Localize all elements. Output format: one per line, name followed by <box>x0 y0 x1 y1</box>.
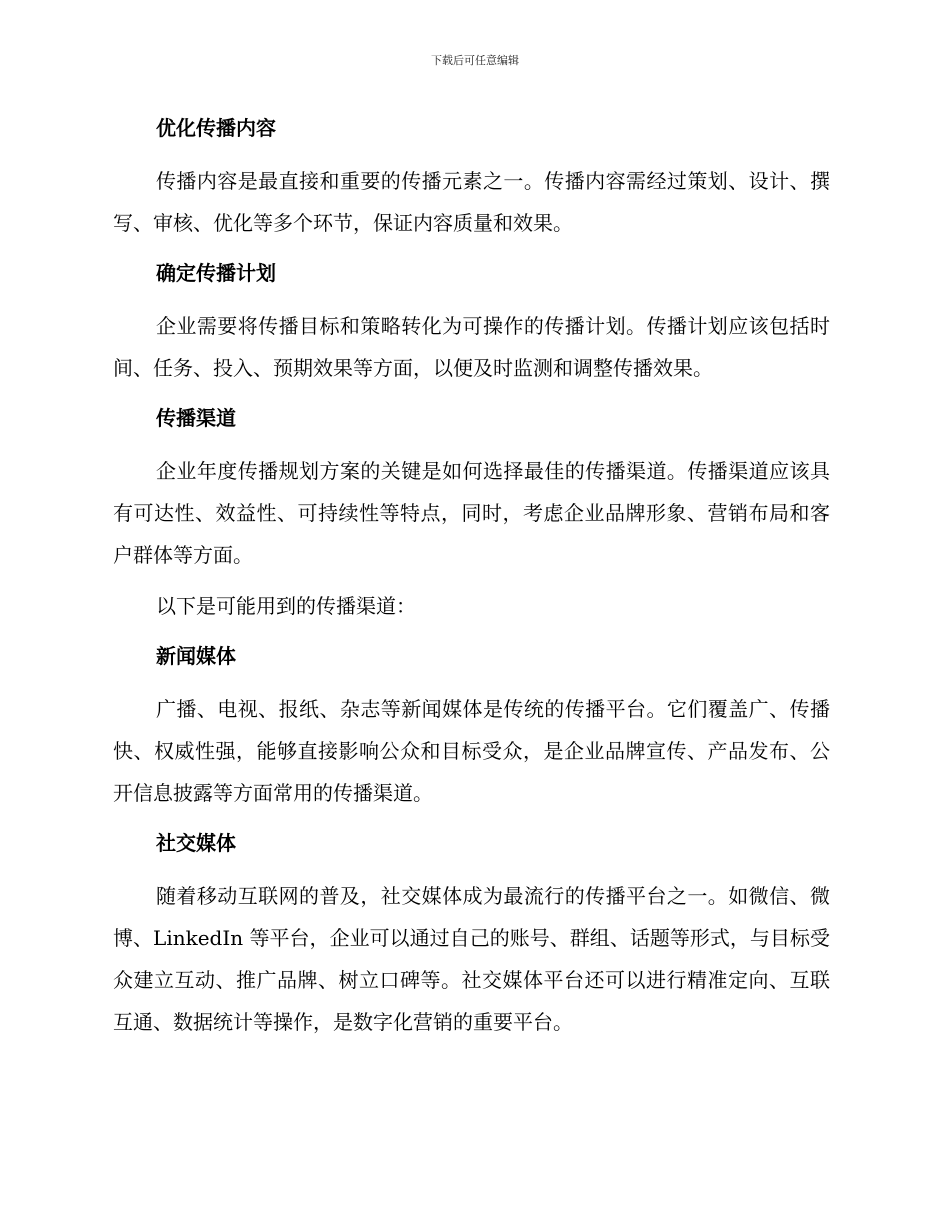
document-body <box>113 108 830 1043</box>
paragraph-channels: 企业年度传播规划方案的关键是如何选择最佳的传播渠道。传播渠道应该具有可达性、效益性、可持续性等特点，同时，考虑企业品牌形象、营销布局和客户群体等方面。 <box>113 459 830 567</box>
paragraph-channels-intro: 以下是可能用到的传播渠道： <box>156 594 416 618</box>
section-heading-communication-plan: 确定传播计划 <box>156 261 276 285</box>
paragraph-news-media: 广播、电视、报纸、杂志等新闻媒体是传统的传播平台。它们覆盖广、传播快、权威性强，能够直接影响公众和目标受众，是企业品牌宣传、产品发布、公开信息披露等方面常用的传播渠道。 <box>113 697 830 805</box>
paragraph-communication-plan: 企业需要将传播目标和策略转化为可操作的传播计划。传播计划应该包括时间、任务、投入、预期效果等方面，以便及时监测和调整传播效果。 <box>113 314 830 380</box>
section-heading-social-media: 社交媒体 <box>156 831 236 855</box>
section-heading-news-media: 新闻媒体 <box>156 644 236 668</box>
paragraph-optimize-content: 传播内容是最直接和重要的传播元素之一。传播内容需经过策划、设计、撰写、审核、优化等多个环节，保证内容质量和效果。 <box>113 169 830 235</box>
page-header: 下载后可任意编辑 <box>431 54 519 67</box>
section-heading-optimize-content: 优化传播内容 <box>156 116 276 140</box>
section-heading-channels: 传播渠道 <box>156 406 236 430</box>
paragraph-social-media: 随着移动互联网的普及，社交媒体成为最流行的传播平台之一。如微信、微博、LinkedIn 等平台，企业可以通过自己的账号、群组、话题等形式，与目标受众建立互动、推广品牌、树立口碑等。社交媒体平台还可以进行精准定向、互联互通、数据统计等操作，是数字化营销的重要平台。 <box>113 884 830 1034</box>
